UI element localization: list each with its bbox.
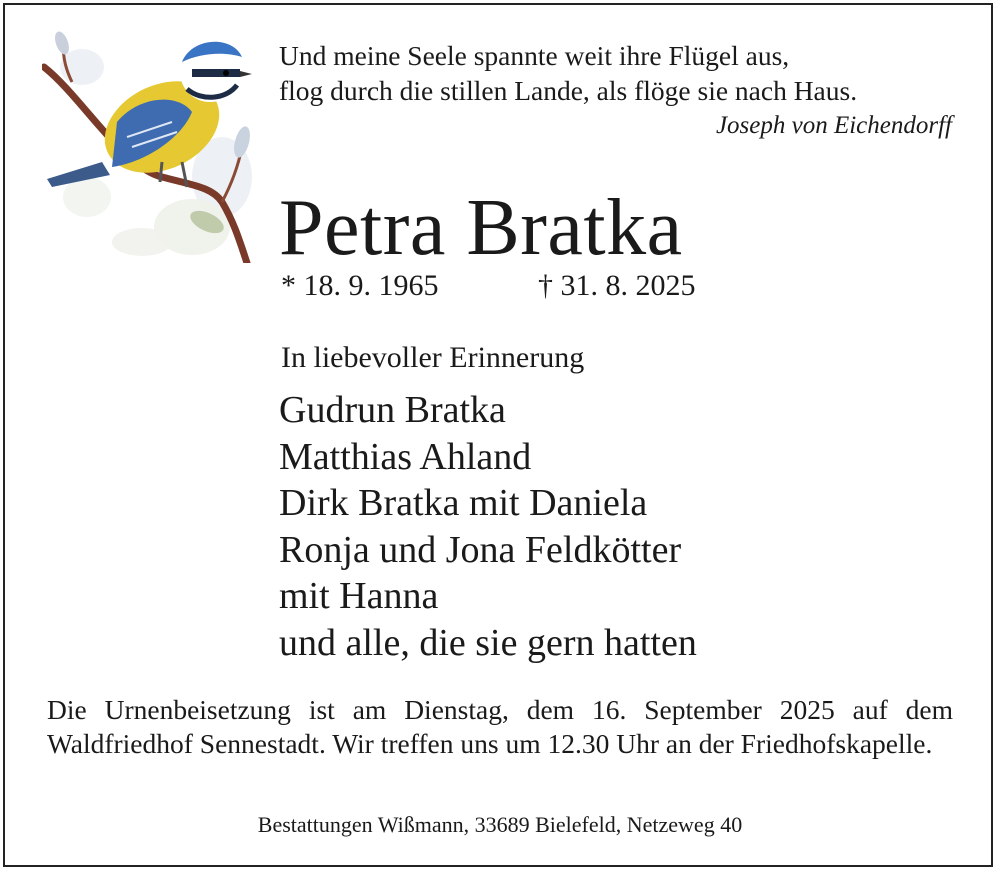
blue-tit-bird-illustration [42,27,255,263]
funeral-notice: Die Urnenbeisetzung ist am Dienstag, dem 16. September 2025 auf dem Waldfriedhof Sennestadt. Wir treffen uns um 12.30 Uhr an der Friedhofskapelle. [47,694,953,759]
memory-line: In liebevoller Erinnerung [281,341,585,374]
mourner-line: und alle, die sie gern hatten [279,621,697,664]
mourner-line: Ronja und Jona Feldkötter [279,528,682,571]
mourner-line: Matthias Ahland [279,435,532,478]
poem-line-1: Und meine Seele spannte weit ihre Flügel aus, [279,40,790,71]
deceased-name: Petra Bratka [279,184,683,272]
mourner-line: Dirk Bratka mit Daniela [279,482,648,524]
poem-quote [279,38,959,144]
mourner-line: mit Hanna [279,575,439,617]
poem-author: Joseph von Eichendorff [715,112,952,139]
mourners-list [279,387,697,666]
mourner-line: Gudrun Bratka [279,389,506,431]
poem-line-2: flog durch die stillen Lande, als flöge sie nach Haus. [279,75,858,106]
undertaker-info: Bestattungen Wißmann, 33689 Bielefeld, Netzeweg 40 [257,812,743,837]
life-dates [281,268,696,304]
death-date: † 31. 8. 2025 [538,269,696,302]
birth-date: * 18. 9. 1965 [281,269,439,302]
